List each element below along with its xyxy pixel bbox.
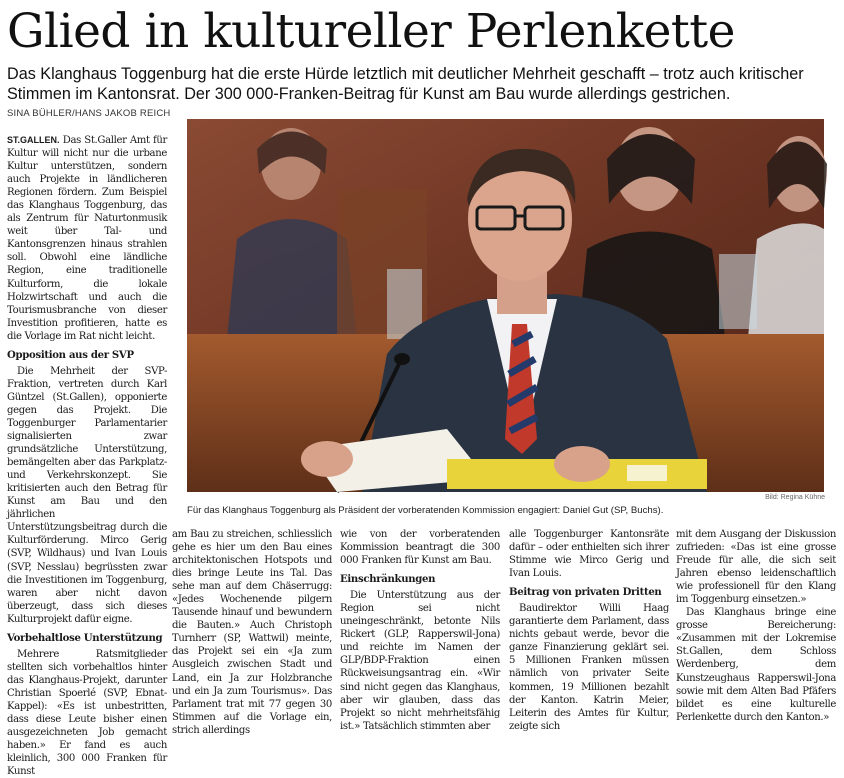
paragraph: alle Toggenburger Kantonsräte dafür – oder enthielten sich ihrer Stimme wie Mirco Gerig und Ivan Louis. — [509, 529, 669, 580]
dateline: ST.GALLEN. — [7, 135, 60, 145]
byline: SINA BÜHLER/HANS JAKOB REICH — [7, 108, 171, 119]
headline: Glied in kultureller Perlenkette — [7, 4, 735, 59]
subheading: Beitrag von privaten Dritten — [509, 587, 662, 599]
article-photo — [187, 119, 824, 492]
lead-paragraph: Das Klanghaus Toggenburg hat die erste Hürde letztlich mit deutlicher Mehrheit geschafft – trotz auch kritischer Stimmen im Kantonsrat. Der 300 000-Franken-Beitrag für Kunst am Bau wurde allerdings gestrichen. — [7, 65, 804, 103]
paragraph: Die Mehrheit der SVP-Fraktion, vertreten durch Karl Güntzel (St.Gallen), opponierte gegen das Projekt. Die Toggenburger Parlamentarier signalisierten zwar grundsätzliche Unterstützung, bemängelten aber das Parkplatz- und Verkehrskonzept. Sie kritisierten auch den Betrag für Kunst am Bau und den jährlichen Unterstützungsbeitrag durch die Kulturförderung. Mirco Gerig (SVP, Wildhaus) und Ivan Louis (SVP, Nesslau) begrüssten zwar die Investitionen im Toggenburg, waren aber nicht davon überzeugt, dass sich dieses Kulturprojekt dafür eigne. — [7, 365, 167, 625]
subheading: Vorbehaltlose Unterstützung — [7, 632, 163, 644]
paragraph: mit dem Ausgang der Diskussion zufrieden: «Das ist eine grosse Freude für alle, die sich seit Jahren ebenso leidenschaftlich wie professionell für den Klang im Toggenburg einsetzen.» — [676, 529, 836, 606]
article-column-3 — [340, 528, 500, 732]
article-column-4 — [509, 528, 669, 732]
water-glass-right — [719, 254, 757, 329]
subheading: Opposition aus der SVP — [7, 349, 134, 361]
photo-credit: Bild: Regina Kühne — [765, 494, 825, 501]
article-column-2 — [172, 528, 332, 736]
paragraph: wie von der vorberatenden Kommission beantragt die 300 000 Franken für Kunst am Bau. — [340, 529, 500, 567]
article-column-5 — [676, 528, 836, 723]
paragraph: Baudirektor Willi Haag garantierte dem Parlament, dass nichts gebaut werde, bevor die ganze Finanzierung geklärt sei. 5 Millionen Franken müssen nämlich von privater Seite kommen, 19 Millionen bezahlt der Kanton. Katrin Meier, Leiterin des Amtes für Kultur, zeigte sich — [509, 603, 669, 732]
photo-caption: Für das Klanghaus Toggenburg als Präsident der vorberatenden Kommission engagiert: Daniel Gut (SP, Buchs). — [187, 505, 664, 516]
paragraph: Mehrere Ratsmitglieder stellten sich vorbehaltlos hinter das Klanghaus-Projekt, darunter Christian Spoerlé (SVP, Ebnat-Kappel): «Es ist unbestritten, dass diese Leute bisher einen ausgezeichneten Job gemacht haben.» Er fand es auch kleinlich, 300 000 Franken für Kunst — [7, 648, 167, 778]
paragraph: am Bau zu streichen, schliesslich gehe es hier um den Bau eines architektonischen Hotspots und dies bringe Leute ins Tal. Das sehe man auf dem Chäserrugg: «Jedes Wochenende pilgern Tausende hinauf und bewundern die Bauten.» Auch Christoph Turnherr (SP, Wattwil) meinte, das Projekt sei ein «Ja zum Ausgleich zwischen Stadt und Land, ein Ja zur Holzbranche und ein Ja zum Tourismus». Das Parlament trat mit 77 gegen 30 Stimmen auf die Vorlage ein, strich allerdings — [172, 529, 332, 736]
paragraph: Die Unterstützung aus der Region sei nicht uneingeschränkt, betonte Nils Rickert (GLP, Rapperswil-Jona) und reichte im Namen der GLP/BDP-Fraktion einen Rückweisungsantrag ein. «Wir sind nicht gegen das Klanghaus, aber wir glauben, dass das Projekt so nicht mehrheitsfähig ist.» Tatsächlich stimmten aber — [340, 590, 500, 732]
paragraph-text: Das St.Galler Amt für Kultur will nicht nur die urbane Kultur unterstützen, sondern auch Projekte in ländlicheren Regionen fördern. Zum Beispiel das Klanghaus Toggenburg, das als Zentrum für Naturtonmusik weit über Tal- und Kantonsgrenzen hinaus strahlen soll. Obwohl eine ländliche Region, eine traditionelle Kulturform, die lokale Holzwirtschaft und auch die Tourismusbranche von dieser Investition profitieren, hatte es die Vorlage im Rat nicht leicht. — [7, 135, 167, 342]
article-column-1 — [7, 134, 167, 778]
paragraph: Das Klanghaus bringe eine grosse Bereicherung: «Zusammen mit der Lokremise St.Gallen, dem Schloss Werdenberg, dem Kunstzeughaus Rapperswil-Jona sowie mit dem Alten Bad Pfäfers bildet es eine kulturelle Perlenkette durch den Kanton.» — [676, 607, 836, 723]
photo-illustration — [187, 119, 824, 492]
paragraph — [7, 134, 167, 343]
subheading: Einschränkungen — [340, 574, 436, 586]
